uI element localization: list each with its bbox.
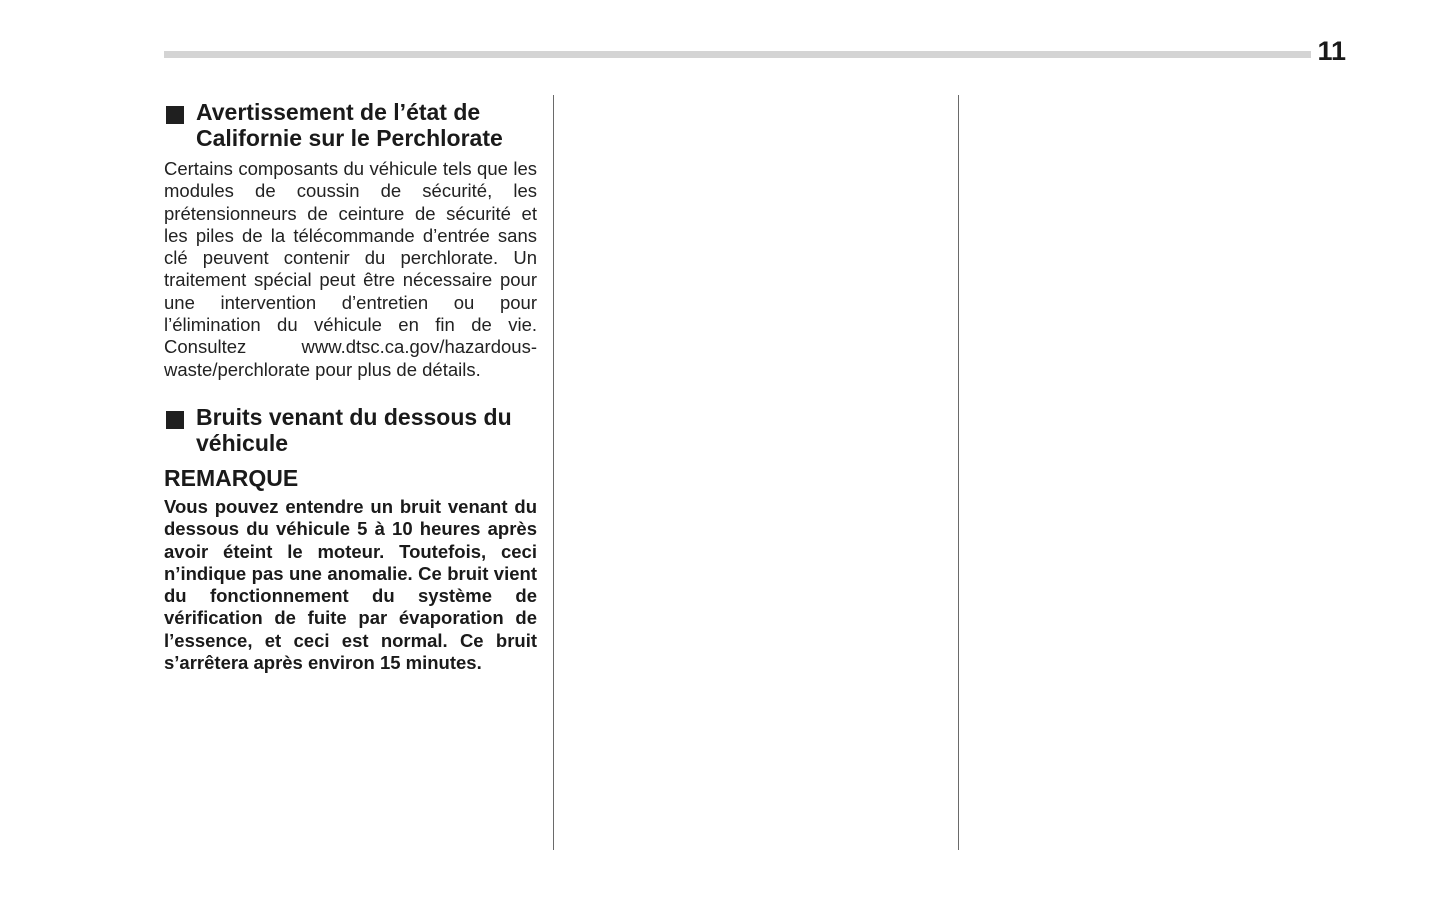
black-square-icon [166,106,184,124]
perchlorate-heading [164,99,537,151]
underbody-noise-heading [164,404,537,456]
page-number: 11 [1311,34,1346,68]
header-rule [164,51,1346,58]
perchlorate-section [164,99,537,381]
column-divider-right [958,95,959,850]
perchlorate-heading-line1: Avertissement de l’état de [196,99,481,125]
black-square-icon [166,411,184,429]
perchlorate-body: Certains composants du véhicule tels que les modules de coussin de sécurité, les prétensionneurs de ceinture de sécurité et les piles de la télécommande d’entrée sans clé peuvent contenir du perchlorate. Un traitement spécial peut être nécessaire pour une intervention d’entretien ou pour l’élimination du véhicule en fin de vie. Consultez www.dtsc.ca.gov/hazardous-waste/perchlorate pour plus de détails. [164,158,537,380]
note-body: Vous pouvez entendre un bruit venant du dessous du véhicule 5 à 10 heures après avoir éteint le moteur. Toutefois, ceci n’indique pas une anomalie. Ce bruit vient du fonctionnement du système de vérification de fuite par évaporation de l’essence, et ceci est normal. Ce bruit s’arrêtera après environ 15 minutes. [164,495,537,674]
column-divider-left [553,95,554,850]
underbody-noise-heading-line1: Bruits venant du dessous du [196,403,512,430]
underbody-noise-section [164,404,537,674]
left-column [164,99,537,674]
note-title: REMARQUE [164,464,299,491]
underbody-noise-heading-line2: véhicule [196,429,289,456]
perchlorate-heading-line2: Californie sur le Perchlorate [196,125,503,151]
